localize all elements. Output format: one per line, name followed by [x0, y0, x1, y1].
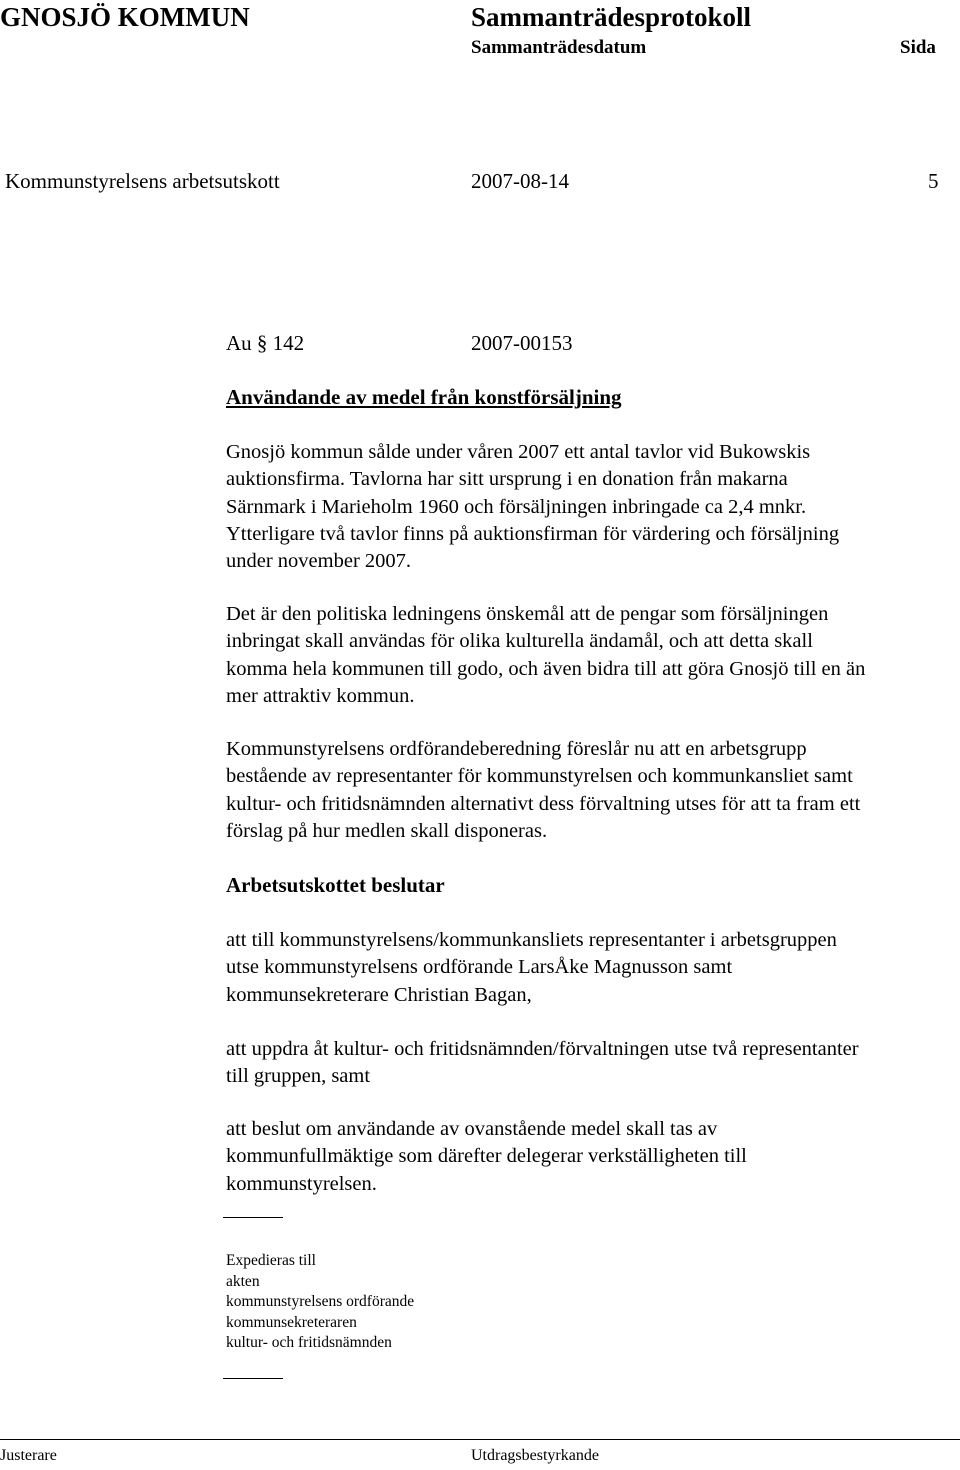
paragraph-line: komma hela kommunen till godo, och även bidra till att göra Gnosjö till en än [226, 657, 866, 680]
item-prefix: Au [226, 331, 252, 355]
paragraph-line: Ytterligare två tavlor finns på auktionsfirman för värdering och försäljning [226, 522, 840, 545]
decision-line: till gruppen, samt [226, 1065, 371, 1088]
paragraph-line: under november 2007. [226, 550, 412, 573]
footer-utdragsbestyrkande: Utdragsbestyrkande [471, 1447, 599, 1464]
decision-item-3 [226, 1116, 956, 1198]
distribution-recipient: kultur- och fritidsnämnden [226, 1334, 392, 1352]
decision-item-1 [226, 927, 956, 1009]
page-label: Sida [900, 37, 936, 58]
decision-line: att till kommunstyrelsens/kommunkansliets representanter i arbetsgruppen [226, 929, 837, 951]
committee-name: Kommunstyrelsens arbetsutskott [5, 169, 280, 193]
paragraph-line: kultur- och fritidsnämnden alternativt dess förvaltning utses för att ta fram ett [226, 792, 861, 815]
paragraph-line: Kommunstyrelsens ordförandeberedning föreslår nu att en arbetsgrupp [226, 738, 807, 760]
decision-line: kommunsekreterare Christian Bagan, [226, 983, 532, 1006]
decision-line: utse kommunstyrelsens ordförande LarsÅke Magnusson samt [226, 956, 733, 979]
decision-item-2 [226, 1036, 956, 1091]
paragraph-2 [226, 601, 956, 710]
paragraph-line: bestående av representanter för kommunstyrelsen och kommunkansliet samt [226, 765, 853, 788]
paragraph-line: mer attraktiv kommun. [226, 684, 415, 707]
item-number [226, 330, 304, 357]
distribution-recipient: kommunstyrelsens ordförande [226, 1293, 415, 1311]
decision-line: kommunstyrelsen. [226, 1172, 377, 1195]
meeting-date: 2007-08-14 [471, 169, 569, 193]
separator-line [223, 1378, 283, 1379]
item-title: Användande av medel från konstförsäljning [226, 385, 622, 409]
section-sign: § [256, 331, 268, 355]
paragraph-line: inbringat skall användas för olika kulturella ändamål, och att detta skall [226, 630, 813, 653]
footer-rule [0, 1439, 960, 1440]
item-number-value: 142 [272, 331, 305, 355]
paragraph-line: Det är den politiska ledningens önskemål att de pengar som försäljningen [226, 603, 829, 625]
paragraph-3 [226, 736, 956, 845]
paragraph-line: Gnosjö kommun sålde under våren 2007 ett antal tavlor vid Bukowskis [226, 441, 811, 463]
document-type: Sammanträdesprotokoll [471, 2, 752, 32]
page-number: 5 [928, 169, 939, 193]
footer-justerare: Justerare [0, 1447, 57, 1464]
meeting-date-label: Sammanträdesdatum [471, 37, 647, 58]
paragraph-line: Särnmark i Marieholm 1960 och försäljningen inbringade ca 2,4 mnkr. [226, 495, 807, 518]
case-id: 2007-00153 [471, 331, 573, 355]
paragraph-line: förslag på hur medlen skall disponeras. [226, 819, 548, 842]
distribution-recipient: kommunsekreteraren [226, 1313, 357, 1331]
decision-line: kommunfullmäktige som därefter delegerar verkställigheten till [226, 1145, 747, 1168]
distribution-heading: Expedieras till [226, 1252, 316, 1269]
separator-line [223, 1217, 283, 1218]
municipality-name: GNOSJÖ KOMMUN [0, 2, 250, 32]
paragraph-line: auktionsfirma. Tavlorna har sitt ursprung i en donation från makarna [226, 468, 788, 491]
distribution-recipient: akten [226, 1272, 260, 1290]
paragraph-1 [226, 439, 956, 575]
decision-line: att uppdra åt kultur- och fritidsnämnden/förvaltningen utse två representanter [226, 1038, 859, 1060]
decision-line: att beslut om användande av ovanstående medel skall tas av [226, 1118, 718, 1140]
distribution-list [226, 1251, 956, 1354]
decision-heading: Arbetsutskottet beslutar [226, 873, 445, 897]
